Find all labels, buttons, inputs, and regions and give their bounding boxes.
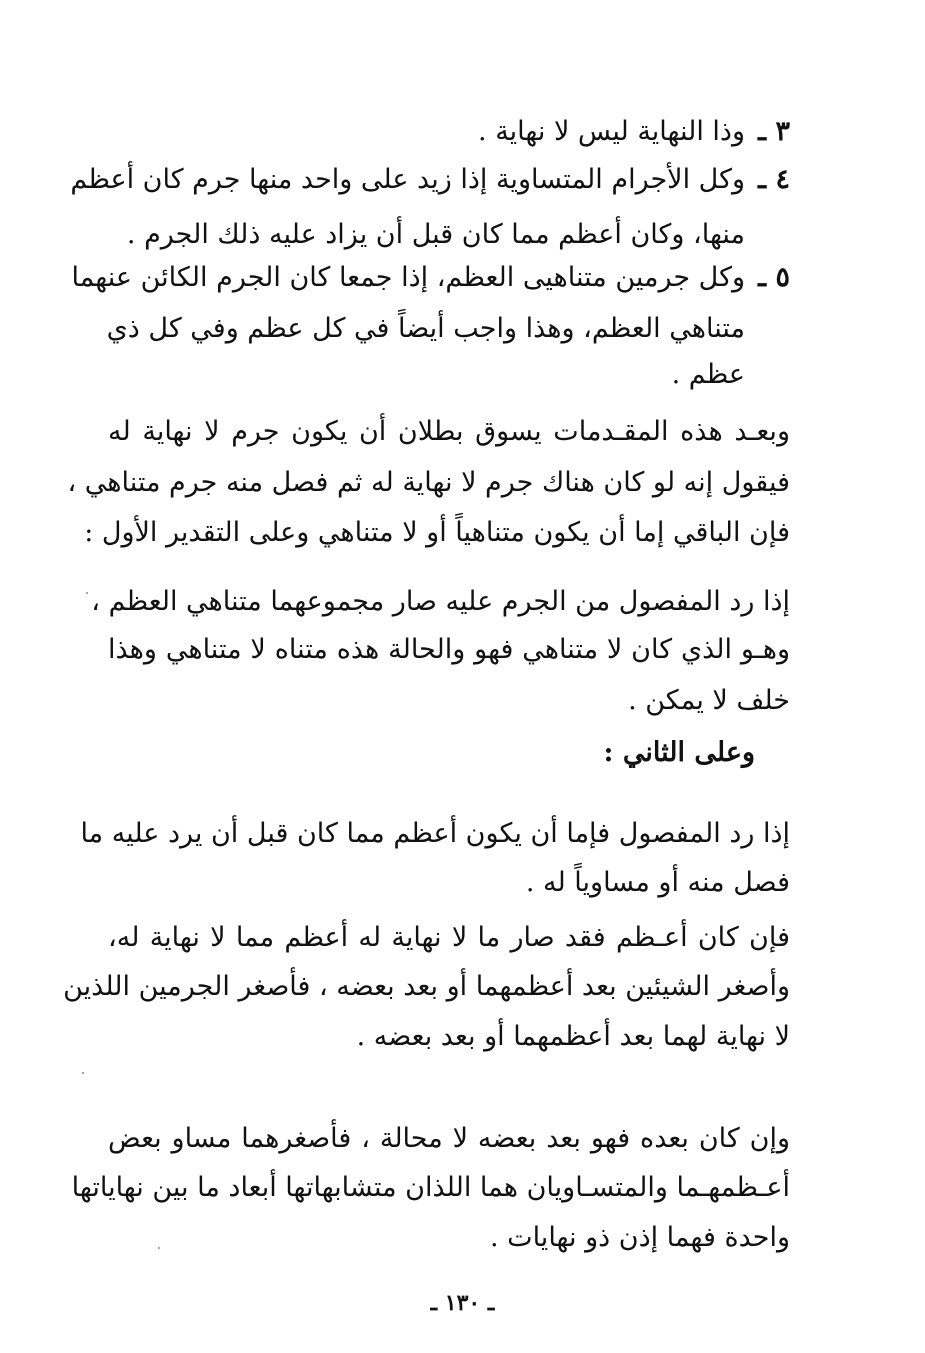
paragraph-line: وإن كان بعده فهو بعد بعضه لا محالة ، فأصغرهما مساو بعض	[108, 1123, 790, 1154]
list-item-line: عظم .	[671, 359, 745, 390]
paragraph-line: واحدة فهما إذن ذو نهايات .	[490, 1222, 790, 1253]
list-item-line: متناهي العظم، وهذا واجب أيضاً في كل عظم وفي كل ذي	[106, 313, 745, 344]
list-item-number: ٥ ـ	[758, 262, 790, 293]
list-item-line: وكل الأجرام المتساوية إذا زيد على واحد منها جرم كان أعظم	[70, 164, 745, 195]
paragraph-line: فصل منه أو مساوياً له .	[525, 867, 790, 898]
paragraph-line: وأصغر الشيئين بعد أعظمهما أو بعد بعضه ، فأصغر الجرمين اللذين	[63, 971, 790, 1002]
paragraph-line: لا نهاية لهما بعد أعظمهما أو بعد بعضه .	[356, 1021, 790, 1052]
scan-speck	[82, 1072, 84, 1074]
paragraph-line: فيقول إنه لو كان هناك جرم لا نهاية له ثم فصل منه جرم متناهي ،	[67, 467, 790, 498]
paragraph-line: إذا رد المفصول فإما أن يكون أعظم مما كان قبل أن يرد عليه ما	[80, 818, 790, 849]
list-item-line: وذا النهاية ليس لا نهاية .	[478, 116, 745, 147]
list-item-number: ٤ ـ	[758, 164, 790, 195]
paragraph-line: فإن كان أعـظم فقد صار ما لا نهاية له أعظم مما لا نهاية له،	[108, 922, 790, 953]
list-item-line: منها، وكان أعظم مما كان قبل أن يزاد عليه ذلك الجرم .	[126, 219, 745, 250]
paragraph-line: إذا رد المفصول من الجرم عليه صار مجموعهما متناهي العظم ،	[91, 586, 790, 617]
paragraph-line: وبعـد هذه المقـدمات يسوق بطلان أن يكون جرم لا نهاية له	[108, 416, 790, 447]
page-number: ـ ١٣٠ ـ	[430, 1290, 495, 1316]
paragraph-line: أعـظمهـما والمتسـاويان هما اللذان متشابهاتها أبعاد ما بين نهاياتها	[71, 1172, 790, 1203]
list-item-number: ٣ ـ	[758, 116, 790, 147]
scan-speck	[158, 1247, 160, 1249]
section-heading: وعلى الثاني :	[603, 737, 755, 768]
scan-speck	[86, 592, 88, 594]
list-item-line: وكل جرمين متناهيى العظم، إذا جمعا كان الجرم الكائن عنهما	[71, 262, 745, 293]
paragraph-line: فإن الباقي إما أن يكون متناهياً أو لا متناهي وعلى التقدير الأول :	[84, 517, 790, 548]
paragraph-line: خلف لا يمكن .	[628, 685, 790, 716]
paragraph-line: وهـو الذي كان لا متناهي فهو والحالة هذه متناه لا متناهي وهذا	[108, 634, 791, 665]
